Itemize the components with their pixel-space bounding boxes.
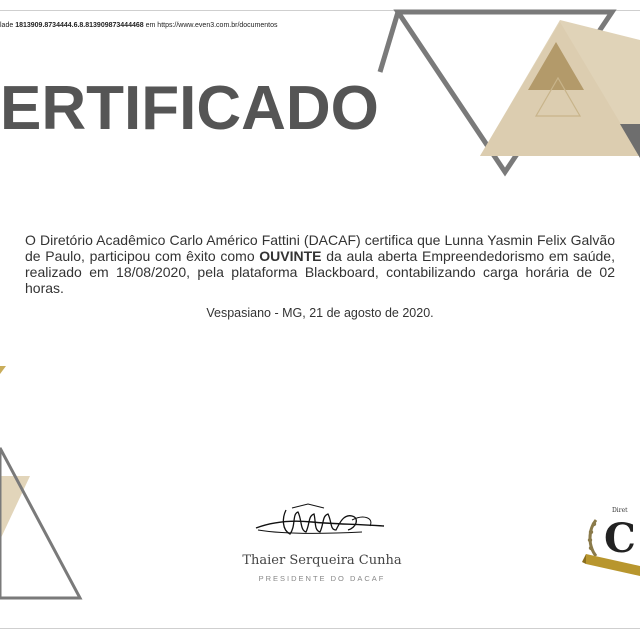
- body-part-1: O Diretório Acadêmico Carlo Américo Fattini (DACAF) certifica que Lunna Yasmin Felix Galvão de Paulo, participou com êxito como: [25, 232, 615, 264]
- signatory-role: PRESIDENTE DO DACAF: [258, 574, 386, 583]
- left-gold-mark: [0, 366, 6, 374]
- seal-top-text: Diret: [612, 507, 628, 514]
- verification-middle: em: [145, 22, 156, 29]
- certificate-body: [25, 232, 615, 296]
- place-and-date: Vespasiano - MG, 21 de agosto de 2020.: [206, 306, 434, 320]
- verification-url[interactable]: https://www.even3.com.br/documentos: [157, 22, 278, 29]
- participant-role: OUVINTE: [259, 248, 322, 264]
- body-part-2: da aula aberta Empreendedorismo em saúde, realizado em 18/08/2020, pela plataforma Blackboard, contabilizando carga horária de 02 horas.: [25, 248, 615, 296]
- verification-code: 1813909.8734444.6.8.813909873444468: [15, 22, 144, 29]
- bottom-border-line: [0, 628, 640, 629]
- top-left-stroke: [380, 12, 398, 72]
- handwritten-signature: [252, 500, 392, 544]
- bottom-beige-triangle: [0, 476, 30, 540]
- verification-prefix: lade: [0, 22, 14, 29]
- signatory-name: Thaier Serqueira Cunha: [242, 553, 402, 568]
- certificate-title: ERTIFICADO: [0, 74, 379, 143]
- bottom-outline-triangle: [0, 448, 80, 598]
- dacaf-seal-logo: [582, 496, 640, 580]
- seal-letter: C: [604, 515, 636, 562]
